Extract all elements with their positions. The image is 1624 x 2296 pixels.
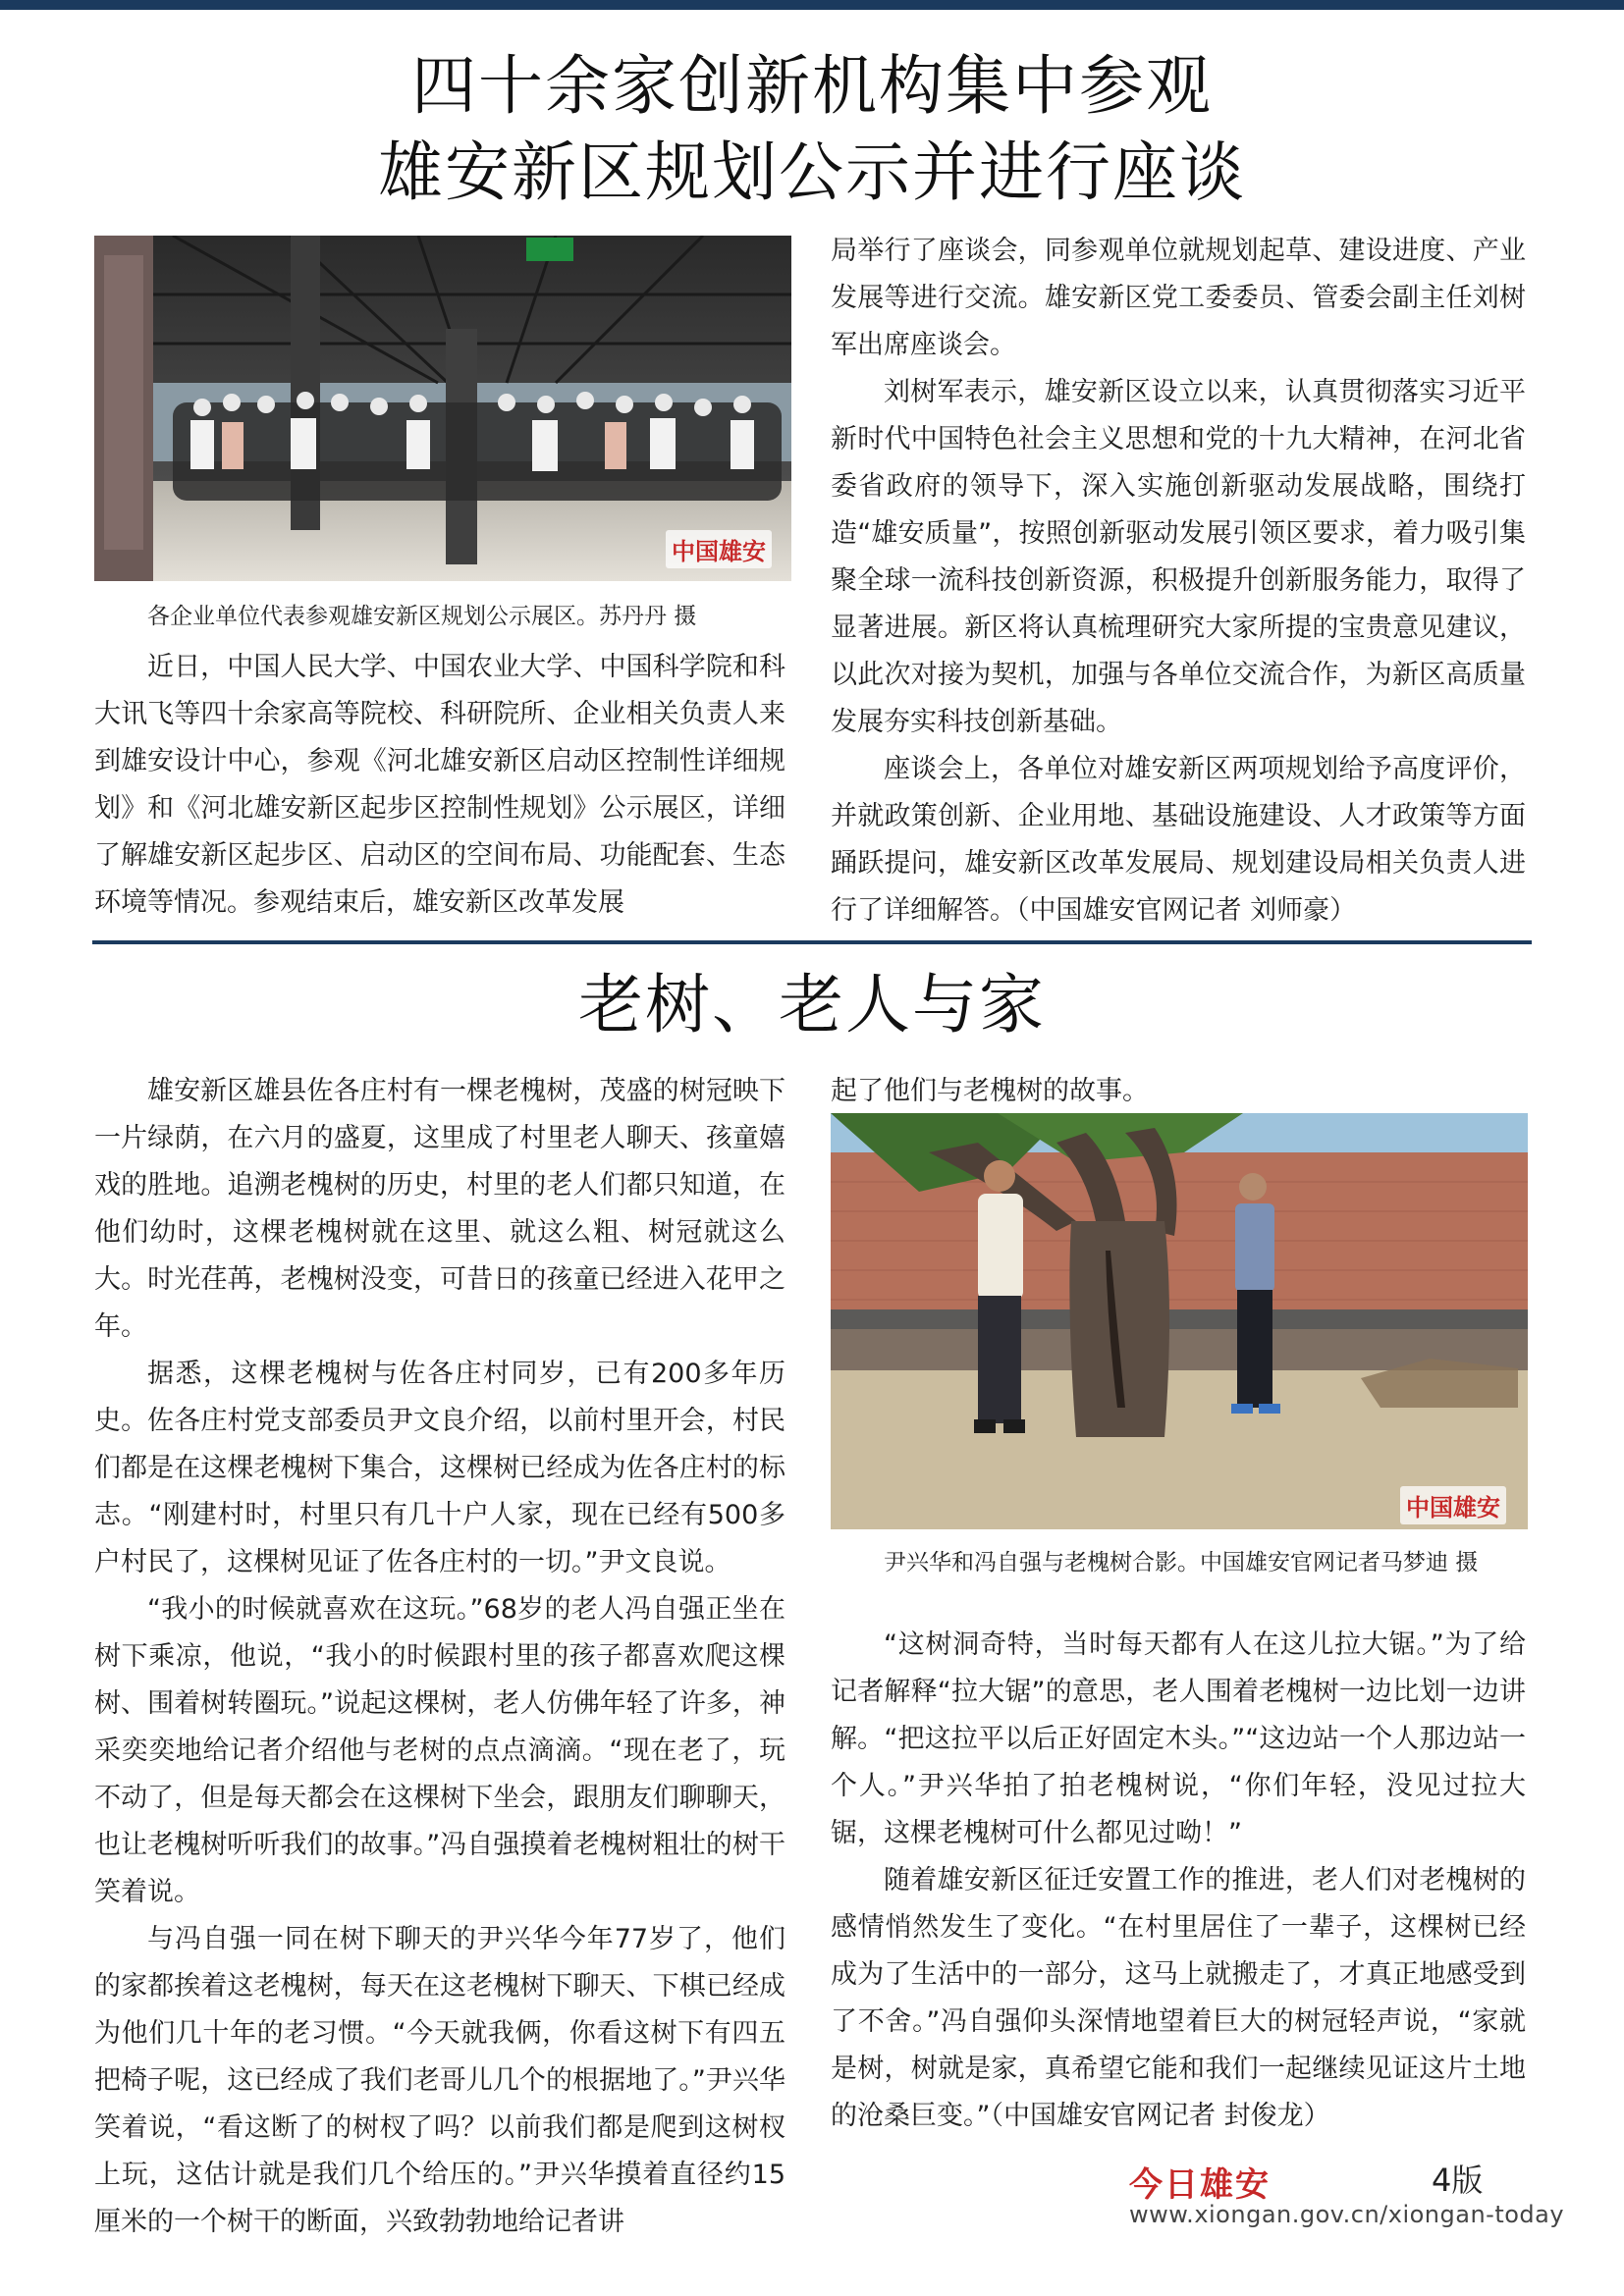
article1-right-column	[831, 228, 1526, 934]
article2-right-column-top	[831, 1068, 1526, 1115]
article2-left-column	[94, 1068, 785, 2246]
article1-title-line2: 雄安新区规划公示并进行座谈	[378, 134, 1246, 210]
article2-left-paragraph-2: 据悉，这棵老槐树与佐各庄村同岁，已有200多年历史。佐各庄村党支部委员尹文良介绍，以前村里开会，村民们都是在这棵老槐树下集合，这棵树已经成为佐各庄村的标志。“刚建村时，村里只有几十户人家，现在已经有500多户村民了，这棵树见证了佐各庄村的一切。”尹文良说。	[94, 1359, 785, 1577]
man-left-figure	[974, 1160, 1025, 1433]
photo2-caption: 尹兴华和冯自强与老槐树合影。中国雄安官网记者马梦迪 摄	[884, 1550, 1479, 1575]
article1-left-paragraph: 近日，中国人民大学、中国农业大学、中国科学院和科大讯飞等四十余家高等院校、科研院所、企业相关负责人来到雄安设计中心，参观《河北雄安新区启动区控制性详细规划》和《河北雄安新区起步区控制性规划》公示展区，详细了解雄安新区起步区、启动区的空间布局、功能配套、生态环境等情况。参观结束后，雄安新区改革发展	[94, 652, 785, 918]
photo1-caption: 各企业单位代表参观雄安新区规划公示展区。苏丹丹 摄	[147, 604, 697, 629]
old-tree-photo	[831, 1113, 1528, 1529]
photo1-watermark-logo: 中国雄安	[666, 530, 772, 568]
section-divider	[92, 940, 1532, 944]
article2-right-paragraph-1: 起了他们与老槐树的故事。	[831, 1076, 1149, 1106]
article1-right-paragraph-3: 座谈会上，各单位对雄安新区两项规划给予高度评价，并就政策创新、企业用地、基础设施建设、人才政策等方面踊跃提问，雄安新区改革发展局、规划建设局相关负责人进行了详细解答。（中国雄安官网记者 刘师豪）	[831, 754, 1526, 926]
article2-right-column-bottom	[831, 1622, 1526, 2140]
article1-left-column	[94, 644, 785, 927]
article1-title-line1: 四十余家创新机构集中参观	[411, 48, 1213, 124]
article2-left-paragraph-1: 雄安新区雄县佐各庄村有一棵老槐树，茂盛的树冠映下一片绿荫，在六月的盛夏，这里成了村里老人聊天、孩童嬉戏的胜地。追溯老槐树的历史，村里的老人们都只知道，在他们幼时，这棵老槐树就在这里、就这么粗、树冠就这么大。时光荏苒，老槐树没变，可昔日的孩童已经进入花甲之年。	[94, 1076, 785, 1342]
exhibition-photo	[94, 236, 791, 581]
page-number: 4版	[1432, 2162, 1484, 2199]
top-banner-bar	[0, 0, 1624, 10]
footer-url[interactable]: www.xiongan.gov.cn/xiongan-today	[1129, 2201, 1565, 2228]
photo2-watermark-logo: 中国雄安	[1400, 1486, 1506, 1524]
article1-right-paragraph-2: 刘树军表示，雄安新区设立以来，认真贯彻落实习近平新时代中国特色社会主义思想和党的十九大精神，在河北省委省政府的领导下，深入实施创新驱动发展战略，围绕打造“雄安质量”，按照创新驱动发展引领区要求，着力吸引集聚全球一流科技创新资源，积极提升创新服务能力，取得了显著进展。新区将认真梳理研究大家所提的宝贵意见建议，以此次对接为契机，加强与各单位交流合作，为新区高质量发展夯实科技创新基础。	[831, 377, 1526, 737]
article2-right-paragraph-2: “这树洞奇特，当时每天都有人在这儿拉大锯。”为了给记者解释“拉大锯”的意思，老人围着老槐树一边比划一边讲解。“把这拉平以后正好固定木头。”“这边站一个人那边站一个人。”尹兴华拍了拍老槐树说，“你们年轻，没见过拉大锯，这棵老槐树可什么都见过呦！”	[831, 1629, 1526, 1848]
footer-logo: 今日雄安	[1129, 2165, 1271, 2205]
article1-right-paragraph-1: 局举行了座谈会，同参观单位就规划起草、建设进度、产业发展等进行交流。雄安新区党工委委员、管委会副主任刘树军出席座谈会。	[831, 236, 1526, 360]
article2-left-paragraph-4: 与冯自强一同在树下聊天的尹兴华今年77岁了，他们的家都挨着这老槐树，每天在这老槐树下聊天、下棋已经成为他们几十年的老习惯。“今天就我俩，你看这树下有四五把椅子呢，这已经成了我们老哥儿几个的根据地了。”尹兴华笑着说，“看这断了的树杈了吗？以前我们都是爬到这树杈上玩，这估计就是我们几个给压的。”尹兴华摸着直径约15厘米的一个树干的断面，兴致勃勃地给记者讲	[94, 1924, 785, 2237]
article2-title: 老树、老人与家	[578, 967, 1046, 1042]
article2-right-paragraph-3: 随着雄安新区征迁安置工作的推进，老人们对老槐树的感情悄然发生了变化。“在村里居住了一辈子，这棵树已经成为了生活中的一部分，这马上就搬走了，才真正地感受到了不舍。”冯自强仰头深情地望着巨大的树冠轻声说，“家就是树，树就是家，真希望它能和我们一起继续见证这片土地的沧桑巨变。”（中国雄安官网记者 封俊龙）	[831, 1865, 1526, 2131]
old-tree-photo-illustration	[831, 1113, 1528, 1529]
article2-left-paragraph-3: “我小的时候就喜欢在这玩。”68岁的老人冯自强正坐在树下乘凉，他说，“我小的时候跟村里的孩子都喜欢爬这棵树、围着树转圈玩。”说起这棵树，老人仿佛年轻了许多，神采奕奕地给记者介绍他与老树的点点滴滴。“现在老了，玩不动了，但是每天都会在这棵树下坐会，跟朋友们聊聊天，也让老槐树听听我们的故事。”冯自强摸着老槐树粗壮的树干笑着说。	[94, 1594, 785, 1907]
